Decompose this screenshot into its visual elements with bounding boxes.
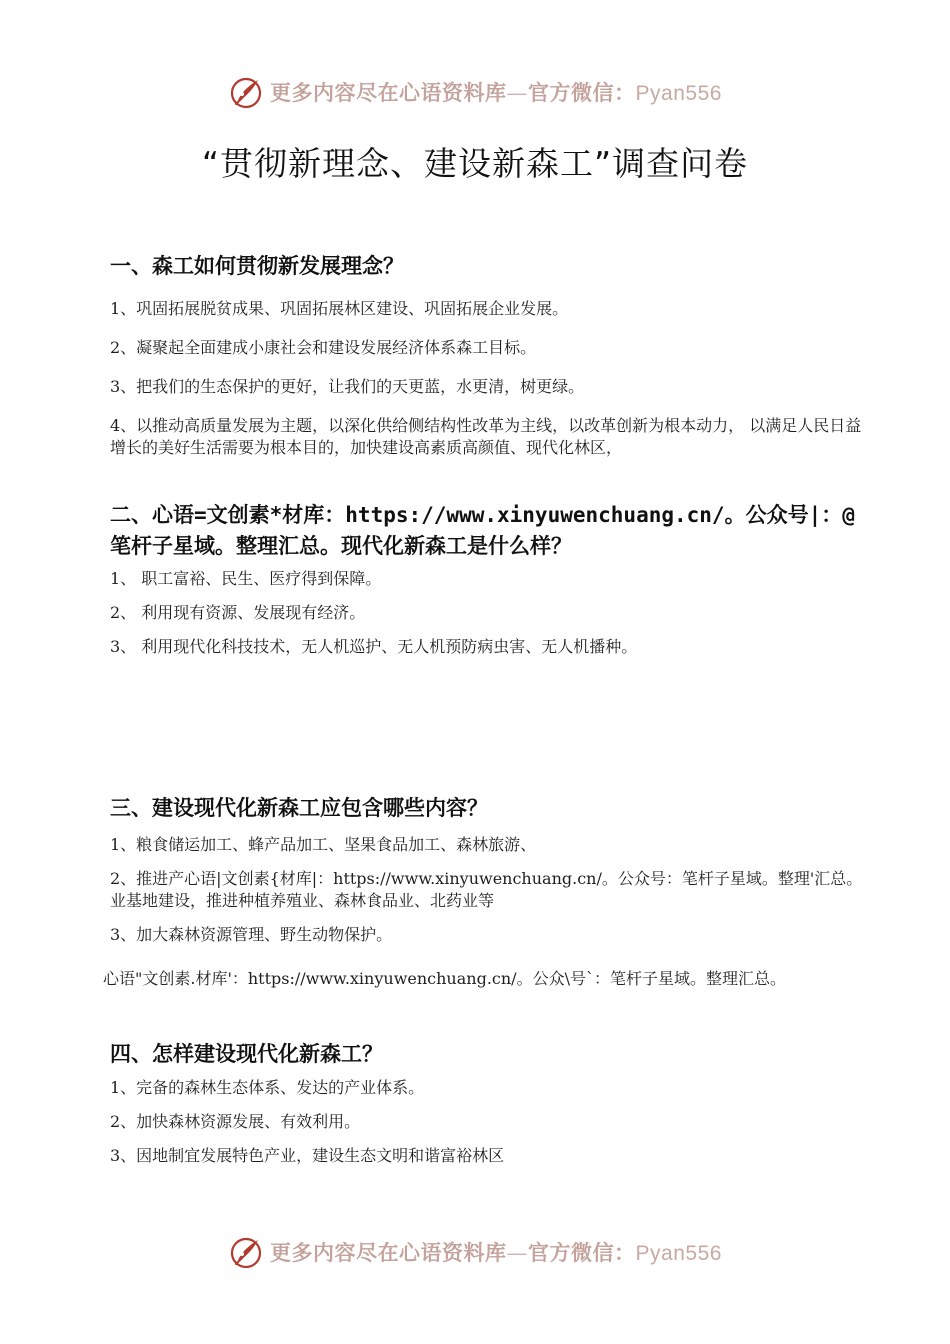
banner-main-text: 更多内容尽在心语资料库 [270,1240,507,1265]
section-2-heading: 二、心语=文创素*材库：https://www.xinyuwenchuang.cn/。公众号|：@笔杆子星域。整理汇总。现代化新森工是什么样？ [110,503,855,558]
section-1-item-1: 1、巩固拓展脱贫成果、巩固拓展林区建设、巩固拓展企业发展。 [110,299,569,318]
banner-separator: — [506,81,529,105]
section-1-item-3: 3、把我们的生态保护的更好，让我们的天更蓝，水更清，树更绿。 [110,377,585,396]
section-4-item-1: 1、完备的森林生态体系、发达的产业体系。 [110,1078,425,1097]
section-1-heading: 一、森工如何贯彻新发展理念？ [110,254,404,278]
section-4-heading: 四、怎样建设现代化新森工？ [110,1042,383,1066]
section-3 [110,793,870,953]
quill-seal-logo-icon [228,74,264,110]
watermark-note: 心语"文创素.材库'：https://www.xinyuwenchuang.cn/。公众\号`：笔杆子星域。整理汇总。 [103,969,786,988]
section-3-item-1: 1、粮食储运加工、蜂产品加工、坚果食品加工、森林旅游、 [110,835,537,854]
section-4 [110,1039,870,1174]
section-2-item-3: 3、 利用现代化科技技术，无人机巡护、无人机预防病虫害、无人机播种。 [110,637,638,656]
banner-wechat-label: 官方微信： [528,80,636,105]
banner-wechat-label: 官方微信： [528,1240,636,1265]
section-3-heading: 三、建设现代化新森工应包含哪些内容？ [110,796,488,820]
section-4-item-2: 2、加快森林资源发展、有效利用。 [110,1112,361,1131]
section-3-item-2: 2、推进产心语|文创素{材库|：https://www.xinyuwenchuang.cn/。公众号：笔杆子星域。整理'汇总。业基地建设，推进种植养殖业、森林食品业、北药业等 [110,869,863,910]
banner-wechat-id: Pyan556 [635,1242,722,1265]
document-title: “贯彻新理念、建设新森工”调查问卷 [201,144,749,183]
section-1 [110,251,870,461]
banner-text [270,1237,722,1267]
banner-main-text: 更多内容尽在心语资料库 [270,80,507,105]
section-1-item-2: 2、凝聚起全面建成小康社会和建设发展经济体系森工目标。 [110,338,537,357]
section-1-item-4: 4、以推动高质量发展为主题，以深化供给侧结构性改革为主线，以改革创新为根本动力， 以满足人民日益增长的美好生活需要为根本目的，加快建设高素质高颜值、现代化林区， [110,416,862,457]
banner-separator: — [506,1241,529,1265]
section-2-item-2: 2、 利用现有资源、发展现有经济。 [110,603,366,622]
section-2-item-1: 1、 职工富裕、民生、医疗得到保障。 [110,569,382,588]
section-3-item-3: 3、加大森林资源管理、野生动物保护。 [110,925,393,944]
banner-wechat-id: Pyan556 [635,82,722,105]
banner-content [228,1234,722,1270]
header-watermark-banner [0,72,950,112]
section-2 [110,500,870,665]
quill-seal-logo-icon [228,1234,264,1270]
footer-watermark-banner [0,1232,950,1272]
banner-text [270,77,722,107]
section-4-item-3: 3、因地制宜发展特色产业，建设生态文明和谐富裕林区 [110,1146,505,1165]
banner-content [228,74,722,110]
